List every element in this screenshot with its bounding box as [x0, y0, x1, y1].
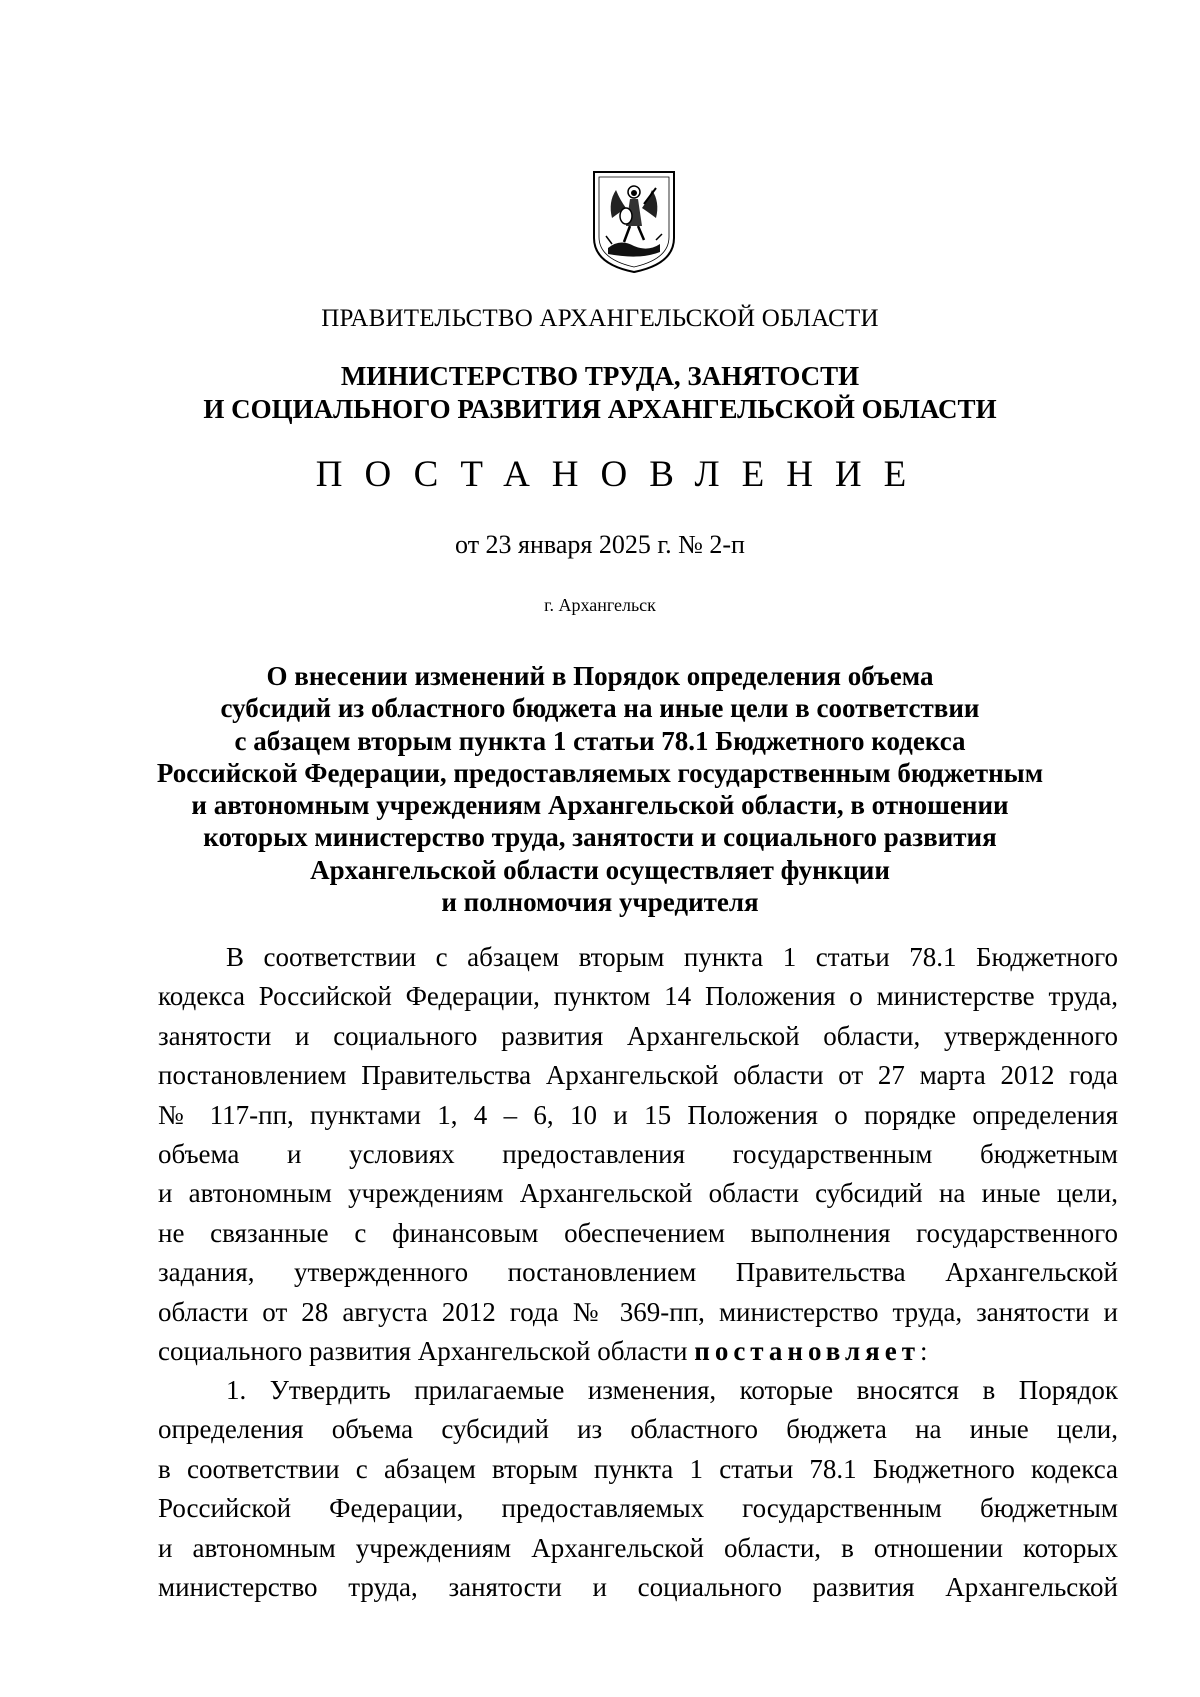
title-line: которых министерство труда, занятости и социального развития	[203, 822, 997, 853]
preamble-paragraph	[158, 938, 1118, 1371]
ministry-line: И СОЦИАЛЬНОГО РАЗВИТИЯ АРХАНГЕЛЬСКОЙ ОБЛАСТИ	[203, 394, 997, 424]
title-line: и полномочия учредителя	[441, 887, 759, 918]
decree-title	[0, 660, 1200, 918]
body-line: занятости и социального развития Архангельской области, утвержденного	[158, 1020, 1118, 1051]
body-line: В соответствии с абзацем вторым пункта 1 статьи 78.1 Бюджетного	[226, 942, 1118, 972]
coat-of-arms-icon	[590, 168, 678, 276]
body-line: и автономным учреждениям Архангельской области субсидий на иные цели,	[158, 1178, 1118, 1209]
title-line: и автономным учреждениям Архангельской области, в отношении	[191, 790, 1009, 821]
title-line: О внесении изменений в Порядок определения объема	[266, 661, 934, 691]
body-line: постановлением Правительства Архангельской области от 27 марта 2012 года	[158, 1060, 1118, 1091]
body-line	[158, 1332, 1118, 1371]
resolves-emphasis: постановляет	[694, 1335, 921, 1366]
body-line: задания, утвержденного постановлением Правительства Архангельской	[158, 1257, 1118, 1288]
body-line: и автономным учреждениям Архангельской области, в отношении которых	[158, 1532, 1118, 1563]
body-line: определения объема субсидий из областного бюджета на иные цели,	[158, 1414, 1118, 1445]
title-line: Архангельской области осуществляет функции	[310, 854, 890, 885]
body-line: 1. Утвердить прилагаемые изменения, которые вносятся в Порядок	[226, 1375, 1118, 1405]
city-name: г. Архангельск	[544, 595, 656, 615]
preamble-text: социального развития Архангельской области	[158, 1335, 695, 1366]
decree-date-number: от 23 января 2025 г. № 2-п	[455, 530, 745, 559]
title-line: субсидий из областного бюджета на иные цели в соответствии	[220, 693, 980, 724]
body-line: Российской Федерации, предоставляемых государственным бюджетным	[158, 1493, 1118, 1524]
body-line: области от 28 августа 2012 года № 369-пп, министерство труда, занятости и	[158, 1296, 1118, 1327]
title-line: Российской Федерации, предоставляемых государственным бюджетным	[156, 757, 1044, 788]
title-line: с абзацем вторым пункта 1 статьи 78.1 Бюджетного кодекса	[234, 725, 966, 756]
item-1-paragraph	[158, 1371, 1118, 1607]
ministry-line: МИНИСТЕРСТВО ТРУДА, ЗАНЯТОСТИ	[340, 361, 860, 391]
preamble-colon: :	[920, 1335, 928, 1366]
ministry-name	[0, 360, 1200, 426]
government-name: ПРАВИТЕЛЬСТВО АРХАНГЕЛЬСКОЙ ОБЛАСТИ	[321, 305, 879, 332]
body-line: объема и условиях предоставления государственным бюджетным	[158, 1138, 1118, 1169]
body-line: не связанные с финансовым обеспечением выполнения государственного	[158, 1217, 1118, 1248]
body-line: министерство труда, занятости и социального развития Архангельской	[158, 1571, 1118, 1602]
body-line: кодекса Российской Федерации, пунктом 14 Положения о министерстве труда,	[158, 981, 1118, 1012]
body-line: № 117-пп, пунктами 1, 4 – 6, 10 и 15 Положения о порядке определения	[158, 1099, 1118, 1130]
document-type: ПОСТАНОВЛЕНИЕ	[315, 454, 929, 495]
body-line: в соответствии с абзацем вторым пункта 1 статьи 78.1 Бюджетного кодекса	[158, 1453, 1118, 1484]
